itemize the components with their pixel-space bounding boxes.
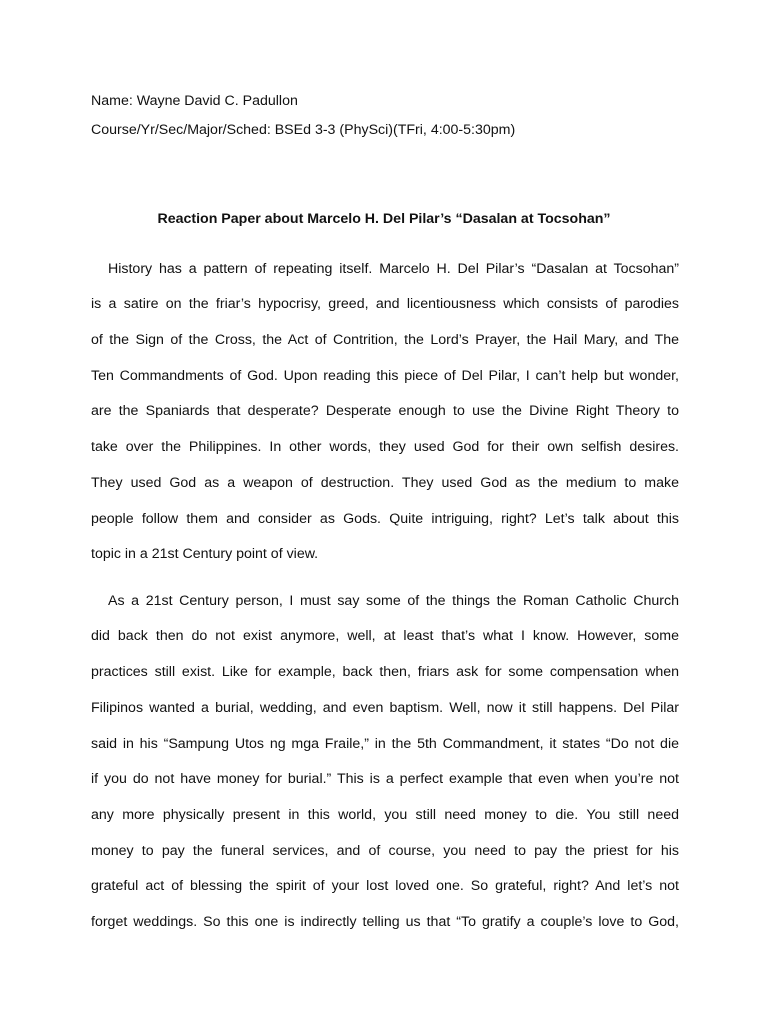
paragraph-line: forget weddings. So this one is indirectly telling us that “To gratify a couple’s love to God, (91, 914, 679, 930)
paragraph-line: Ten Commandments of God. Upon reading this piece of Del Pilar, I can’t help but wonder, (91, 368, 679, 384)
paragraph-line: is a satire on the friar’s hypocrisy, greed, and licentiousness which consists of parodies (91, 296, 679, 312)
paragraph-line: topic in a 21st Century point of view. (91, 546, 319, 562)
paragraph-line: money to pay the funeral services, and of course, you need to pay the priest for his (91, 843, 679, 859)
paragraph-line: any more physically present in this world, you still need money to die. You still need (91, 807, 679, 823)
paragraph-line: They used God as a weapon of destruction. They used God as the medium to make (91, 475, 679, 491)
paragraph-line: did back then do not exist anymore, well, at least that’s what I know. However, some (91, 628, 679, 644)
paragraph-line: Filipinos wanted a burial, wedding, and even baptism. Well, now it still happens. Del Pilar (91, 700, 679, 716)
paragraph-line: grateful act of blessing the spirit of your lost loved one. So grateful, right? And let’s not (91, 878, 679, 894)
paper-title: Reaction Paper about Marcelo H. Del Pilar’s “Dasalan at Tocsohan” (157, 211, 611, 227)
paragraph-line: said in his “Sampung Utos ng mga Fraile,” in the 5th Commandment, it states “Do not die (91, 736, 679, 752)
paragraph-line: of the Sign of the Cross, the Act of Contrition, the Lord’s Prayer, the Hail Mary, and The (91, 332, 679, 348)
paragraph-line: take over the Philippines. In other words, they used God for their own selfish desires. (91, 439, 679, 455)
paragraph-line: if you do not have money for burial.” This is a perfect example that even when you’re not (91, 771, 679, 787)
paragraph-line: are the Spaniards that desperate? Desperate enough to use the Divine Right Theory to (91, 403, 679, 419)
paragraph-line: History has a pattern of repeating itself. Marcelo H. Del Pilar’s “Dasalan at Tocsohan” (108, 261, 679, 277)
paragraph-line: people follow them and consider as Gods. Quite intriguing, right? Let’s talk about this (91, 511, 679, 527)
student-name: Name: Wayne David C. Padullon (91, 93, 298, 109)
paragraph-line: practices still exist. Like for example, back then, friars ask for some compensation when (91, 664, 679, 680)
course-info: Course/Yr/Sec/Major/Sched: BSEd 3-3 (PhySci)(TFri, 4:00-5:30pm) (91, 122, 516, 138)
paragraph-line: As a 21st Century person, I must say some of the things the Roman Catholic Church (108, 593, 679, 609)
